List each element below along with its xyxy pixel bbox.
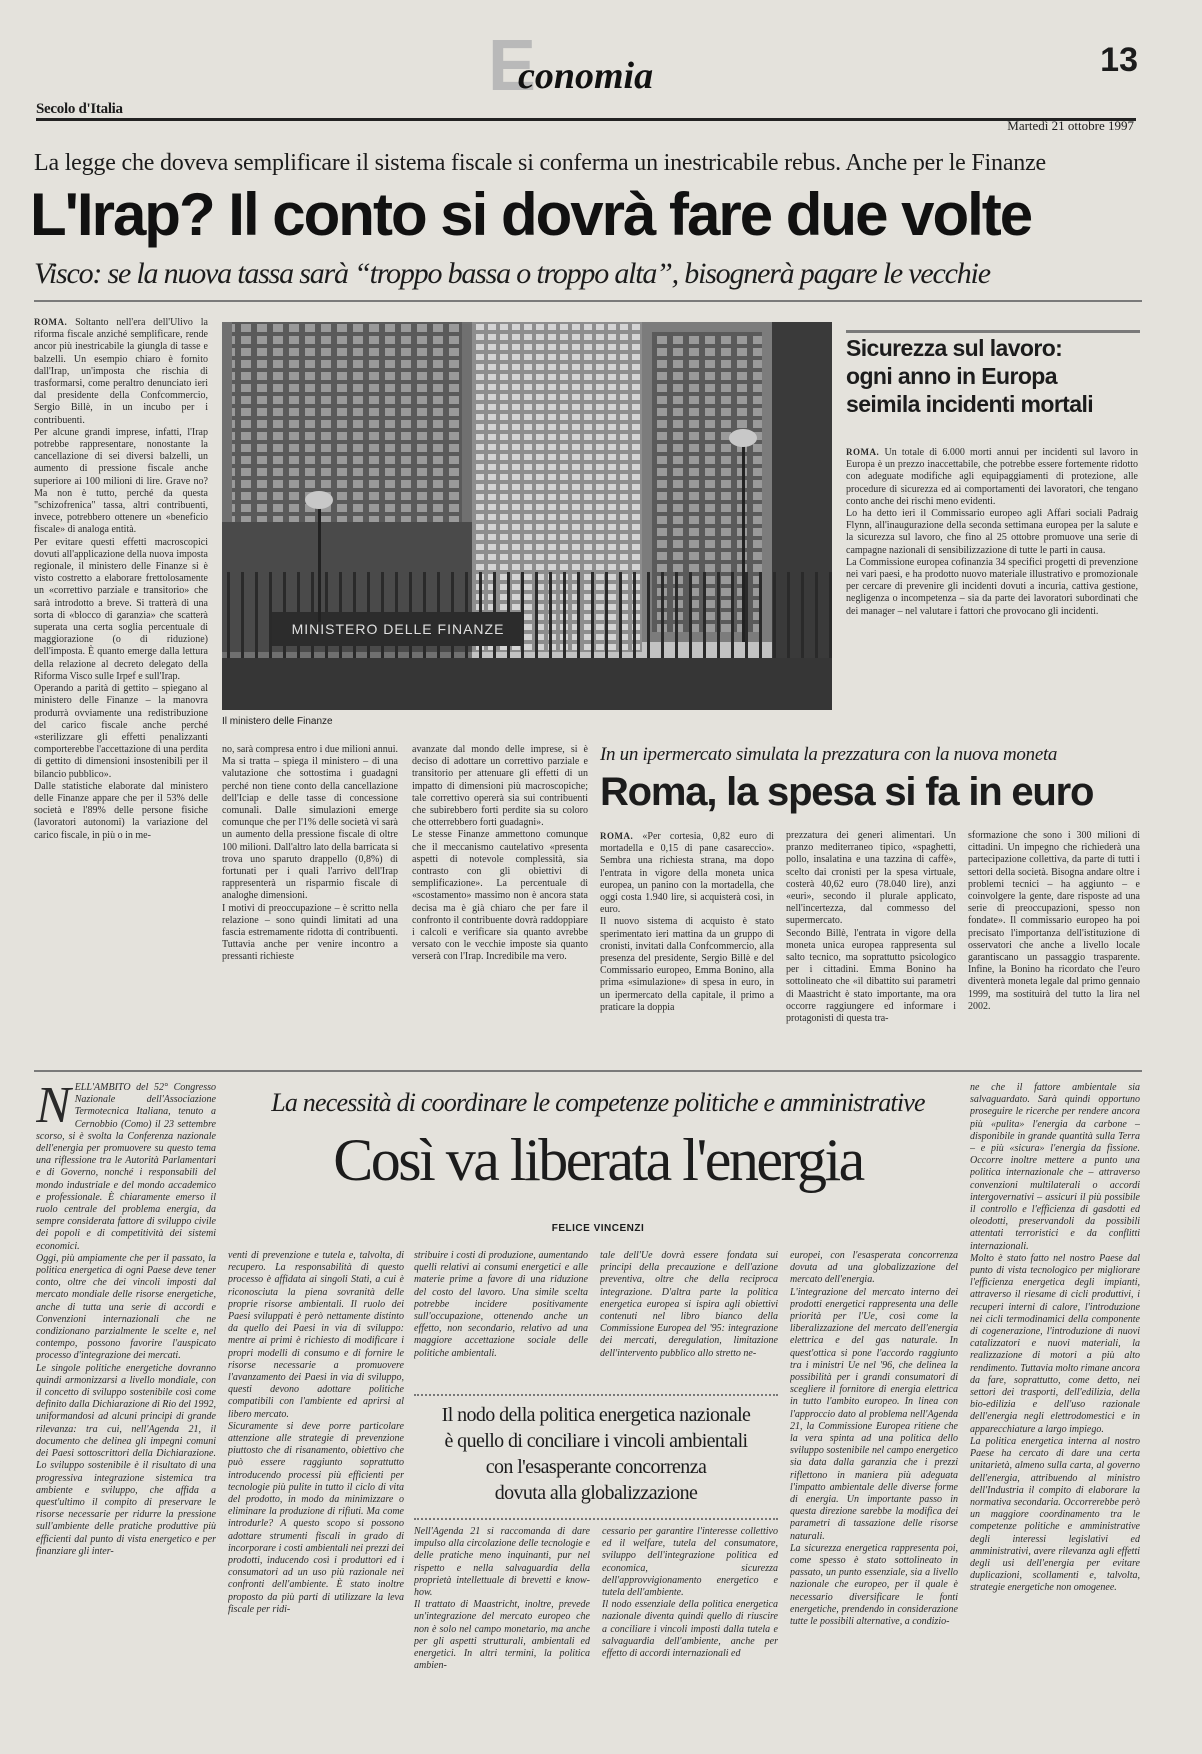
sidebar-headline [846, 334, 1146, 418]
euro-dateline: ROMA. [600, 831, 634, 841]
euro-column-1-text: «Per cortesia, 0,82 euro di mortadella e 0,15 di pane casareccio». Sembra una richiesta strana, ma dopo l'entrata in vigore della moneta unica europea, un panino con la mortadella, che oggi costa 1.940 lire, si acquisterà così, in euro. Il nuovo sistema di acquisto è stato sperimentato ieri mattina da un gruppo di cronisti, invitati dalla Confcommercio, alla presenza del presidente, Sergio Billè e del Commissario europeo, Emma Bonino, alla prima «simulazione» di spesa in euro, in un ipermercato della capitale, il primo a praticare la doppia [600, 831, 774, 1013]
ministry-sign: MINISTERO DELLE FINANZE [291, 621, 505, 637]
energy-box-column-2: cessario per garantire l'interesse collettivo ed il welfare, tutela del consumatore, sviluppo dell'integrazione politica ed economica, sicurezza dell'approvvigionamento energetico e tutela dell'ambiente. Il nodo essenziale della politica energetica nazionale diventa quindi quello di riuscire a conciliare i vincoli imposti dalla tutela e salvaguardia dell'ambiente, anche per effetto di accordi internazionali ed [602, 1526, 778, 1660]
sidebar-headline-line-3: seimila incidenti mortali [846, 391, 1094, 417]
energy-kicker: La necessità di coordinare le competenze politiche e amministrative [271, 1088, 925, 1117]
lead-subhead: Visco: se la nuova tassa sarà “troppo bassa o troppo alta”, bisognerà pagare le vecchie [34, 257, 990, 290]
pullquote-line-2: è quello di conciliare i vincoli ambientali [444, 1430, 748, 1452]
sidebar-rule [846, 330, 1140, 333]
lead-headline: L'Irap? Il conto si dovrà fare due volte [30, 181, 1032, 248]
energy-column-6: ne che il fattore ambientale sia salvaguardato. Sarà quindi opportuno proseguire le ricerche per rendere ancora più «pulita» l'energia da carbone – disponibile in grande quantità sulla Terra – e più «sicura» l'energia da fissione. Occorre inoltre mettere a punto una politica internazionale che – attraverso convenzioni multilaterali o accordi intergovernativi – assicuri il più possibile il controllo e l'efficienza di gasdotti ed oleodotti, preservandoli da possibili attentati terroristici e da conflitti internazionali. Molto è stato fatto nel nostro Paese dal punto di vista tecnologico per migliorare l'efficienza energetica degli impianti, attraverso il riesame di cicli produttivi, i recuperi interni di calore, l'introduzione nei cicli termodinamici della componente di cogenerazione, l'introduzione di nuovi catalizzatori e nuovi materiali, la realizzazione di motori a più alto rendimento. Tuttavia molto rimane ancora da fare, soprattutto, come detto, nei settori dei trasporti, dell'edilizia, della bio-edilizia e dell'uso razionale dell'energia negli elettrodomestici e in apparecchiature a largo impiego. La politica energetica interna al nostro Paese ha cercato di dare una certa unitarietà, almeno sulla carta, al governo dell'energia, attribuendo al ministro dell'Industria il compito di elaborare la normativa secondaria. Occorrerebbe però un maggiore coordinamento tra le competenze politiche e amministrative degli interessi legislativi ed amministrativi, avere rilevanza agli effetti degli usi dell'energia per evitare duplicazioni, scollamenti e, talvolta, strategie energetiche non omogenee. [970, 1082, 1140, 1594]
page-number: 13 [1100, 41, 1138, 79]
sidebar-headline-line-1: Sicurezza sul lavoro: [846, 335, 1063, 361]
section-initial: E [488, 26, 537, 106]
sidebar-dateline: ROMA. [846, 447, 880, 457]
section-title: conomia [518, 55, 654, 97]
lead-kicker: La legge che doveva semplificare il sistema fiscale si conferma un inestricabile rebus. Anche per le Finanze [34, 150, 1046, 176]
energy-box-column-1: Nell'Agenda 21 si raccomanda di dare impulso alla circolazione delle tecnologie e delle pratiche meno inquinanti, pur nel rispetto e nella salvaguardia della proprietà intellettuale di brevetti e know-how. Il trattato di Maastricht, inoltre, prevede un'integrazione del mercato europeo che non è solo nel campo monetario, ma anche per gli aspetti strutturali, ambientali ed energetici. In altri termini, la politica ambien- [414, 1526, 590, 1672]
energy-column-4: tale dell'Ue dovrà essere fondata sui principi della precauzione e dell'azione preventiva, oltre che della reciproca integrazione. D'altra parte la politica energetica europea si ispira agli obiettivi contenuti nel libro bianco della Commissione Europea del '95: integrazione dei mercati, deregulation, limitazione dell'intervento pubblico allo stretto ne- [600, 1250, 778, 1359]
euro-column-1 [600, 830, 774, 1062]
energy-column-2: venti di prevenzione e tutela e, talvolta, di recupero. La responsabilità di questo processo è affidata ai singoli Stati, a cui è riconosciuta la piena sovranità delle proprie risorse ambientali. Il ruolo dei Paesi sviluppati è però nettamente distinto da quello dei Paesi in via di sviluppo: mentre ai primi è richiesto di modificare i propri modelli di consumo e di fornire le risorse necessarie a promuovere l'avanzamento dei Paesi in via di sviluppo, questi devono adottare politiche compatibili con l'ambiente ed aprirsi al libero mercato. Sicuramente si deve porre particolare attenzione alle strategie di prevenzione piuttosto che di risanamento, obiettivo che può essere raggiunto soprattutto introducendo processi più efficienti per tecnologie più pulite in tutto il ciclo di vita del prodotto, in modo da minimizzare o eliminare la produzione di rifiuti. Ma come introdurle? A questo scopo si possono adottare strumenti fiscali in grado di incorporare i costi ambientali nei prezzi dei prodotti, inducendo così i produttori ed i consumatori ad un uso più razionale nei confronti dell'ambiente. È stato inoltre proposto da più parti di utilizzare la leva fiscale per ridi- [228, 1250, 404, 1615]
pullquote-top-rule [414, 1394, 778, 1396]
pullquote-line-3: con l'esasperante concorrenza [485, 1456, 707, 1478]
lead-column-1 [34, 316, 208, 1060]
photo-caption: Il ministero delle Finanze [222, 716, 333, 727]
ministry-building-image [222, 322, 832, 710]
pullquote-line-1: Il nodo della politica energetica nazionale [441, 1404, 751, 1426]
sidebar-headline-line-2: ogni anno in Europa [846, 363, 1057, 389]
lead-rule [34, 300, 1142, 302]
paper-name: Secolo d'Italia [36, 101, 123, 117]
euro-column-2: prezzatura dei generi alimentari. Un pranzo mediterraneo tipico, «spaghetti, pollo, insalatina e una tazzina di caffè», scelto dai cronisti per la spesa virtuale, costerà 40,62 euro (78.040 lire), anzi «euri», secondo il plurale applicato, nell'incertezza, dal commesso del supermercato. Secondo Billè, l'entrata in vigore della moneta unica europea rappresenta sul salto tecnico, ma soprattutto psicologico per i cittadini. Emma Bonino ha sottolineato che «il dibattito sui parametri di Maastricht è stato importante, ma ora occorre raggiungere ed informare i protagonisti di questa tra- [786, 830, 956, 1025]
energy-pullquote [414, 1402, 778, 1506]
euro-column-3: sformazione che sono i 300 milioni di cittadini. Un impegno che richiederà una partecipazione collettiva, da parte di tutti i settori della società. Bisogna andare oltre i problemi tecnici – ha aggiunto – e coinvolgere la gente, dare risposte ad una serie di preoccupazioni, spesso non fondate». Il commissario europeo ha poi precisato l'importanza dell'istituzione di osservatori che anche a livello locale garantiscano un passaggio trasparente. Infine, la Bonino ha ricordato che l'euro diventerà moneta legale dal primo gennaio 1999, ma sostituirà del tutto la lira nel 2002. [968, 830, 1140, 1012]
lead-column-3: avanzate dal mondo delle imprese, si è deciso di adottare un correttivo parziale e transitorio per attenuare gli effetti di un impatto di dimensioni più macroscopiche; tale correttivo opererà sia sui contribuenti che subirebbero forti perdite sia su coloro che otterrebbero forti guadagni». Le stesse Finanze ammettono comunque che il meccanismo cautelativo «presenta aspetti di notevole complessità, sia contrasto con gli obiettivi di semplificazione». La percentuale di «scostamento» massimo non è ancora stata decisa ma è già chiaro che per fare il confronto il contribuente dovrà raddoppiare i calcoli e verificare sia quanto avrebbe versato con le vecchie imposte sia quanto verserà con l'Irap. Incredibile ma vero. [412, 744, 588, 963]
energy-byline: FELICE VINCENZI [551, 1223, 645, 1234]
energy-drop-cap: N [36, 1082, 71, 1134]
pullquote-line-4: dovuta alla globalizzazione [494, 1482, 698, 1504]
euro-headline: Roma, la spesa si fa in euro [600, 770, 1094, 814]
sidebar-body-text: Un totale di 6.000 morti annui per incidenti sul lavoro in Europa è un prezzo inaccettabile, che potrebbe essere fortemente ridotto con adeguate modifiche agli equipaggiamenti di protezione, alle procedure di sicurezza ed ai comportamenti dei lavoratori, che tengano conto anche dei rischi meno evidenti. Lo ha detto ieri il Commissario europeo agli Affari sociali Padraig Flynn, all'inaugurazione della seconda settimana europea per la salute e la sicurezza sul lavoro, che fino al 25 ottobre promuove una serie di campagne nazionali di sensibilizzazione di tutte le parti in causa. La Commissione europea cofinanzia 34 specifici progetti di prevenzione nei vari paesi, e ha prodotto nuovo materiale illustrativo e promozionale per cercare di prevenire gli incidenti dovuti a incuria, cattiva gestione, negligenza o incompetenza – sia da parte dei lavoratori subordinati che dei manager – nel valutare i fattori che provocano gli incidenti. [846, 447, 1138, 617]
energy-column-1 [36, 1082, 216, 1732]
lead-column-1-text: Soltanto nell'era dell'Ulivo la riforma fiscale anziché semplificare, rende ancor più inestricabile la giungla di tasse e balzelli. Un esempio chiaro è fornito dall'Irap, un'imposta che rischia di trasformarsi, come peraltro denunciato ieri dal presidente della Confcommercio, Sergio Billè, in un incubo per i contribuenti. Per alcune grandi imprese, infatti, l'Irap potrebbe rappresentare, nonostante la cancellazione di sei diversi balzelli, un aumento di pressione fiscale anche superiore ai 100 milioni di lire. Grave no? Ma non è tutto, perché da questa "schizofrenica" tassa, altri contribuenti, invece, potrebbero ottenere un «beneficio fiscale» di analoga entità. Per evitare questi effetti macroscopici dovuti all'applicazione della nuova imposta regionale, il ministero delle Finanze si è visto costretto a elaborare frettolosamente un «correttivo parziale e transitorio» che sarà introdotto a breve. Si tratterà di una sorta di «blocco di garanzia» che scatterà superata una certa soglia percentuale di maggiorazione (o di riduzione) dell'imposta. È quanto emerge dalla lettura della relazione al decreto delegato della Riforma Visco sulle Irpef e sull'Irap. Operando a parità di gettito – spiegano al ministero delle Finanze – la manovra produrrà ovviamente una redistribuzione del carico fiscale anche perché «sterilizzare gli effetti penalizzanti comporterebbe l'accettazione di una perdita di gettito di dimensioni insostenibili per il bilancio pubblico». Dalle statistiche elaborate dal ministero delle Finanze appare che per il 53% delle società e l'89% delle persone fisiche (lavoratori autonomi) la variazione del carico fiscale, in più o in me- [34, 317, 208, 841]
lead-dateline: ROMA. [34, 317, 68, 327]
ministry-photo [222, 322, 832, 710]
pullquote-bottom-rule [414, 1518, 778, 1520]
energy-column-1-text: ELL'AMBITO del 52° Congresso Nazionale dell'Associazione Termotecnica Italiana, tenuto a Cernobbio (Como) il 23 settembre scorso, si è svolta la Conferenza nazionale dell'energia per promuovere su questo tema una riflessione tra le Autorità Parlamentari e di Governo, nonché i responsabili del mondo industriale e del mondo accademico e professionale. È chiaramente emerso il ruolo centrale del problema energia, da sempre considerata fattore di sviluppo civile dei popoli e di competitività dei sistemi economici. Oggi, più ampiamente che per il passato, la politica energetica di ogni Paese deve tener conto, oltre che dei vincoli imposti dal mercato mondiale delle risorse energetiche, anche di tutta una serie di accordi e Convenzioni internazionali che ne condizionano parzialmente le scelte e, nel contempo, possono favorire l'auspicato processo d'integrazione dei mercati. Le singole politiche energetiche dovranno quindi armonizzarsi a livello mondiale, con il concetto di sviluppo sostenibile così come definito dalla Dichiarazione di Rio del 1992, uniformandosi ad alcuni principi di grande rilevanza: tra cui, nell'Agenda 21, il documento che delinea gli impegni comuni dei Paesi sottoscrittori della Dichiarazione. Lo sviluppo sostenibile è il risultato di una progressiva integrazione sistemica tra ambiente e sviluppo, che affida a quest'ultimo il compito di preservare le risorse necessarie per ridurre la pressione sull'ambiente delle pratiche produttive più efficienti dal punto di vista energetico e per finanziare gli inter- [36, 1082, 216, 1557]
energy-column-3: stribuire i costi di produzione, aumentando quelli relativi ai consumi energetici e alle materie prime a favore di una riduzione del costo del lavoro. Una simile scelta potrebbe incidere positivamente sull'occupazione, ottenendo anche un effetto, non secondario, relativo ad una maggiore accettazione sociale delle politiche ambientali. [414, 1250, 588, 1359]
issue-date: Martedì 21 ottobre 1997 [1007, 118, 1134, 133]
euro-kicker: In un ipermercato simulata la prezzatura con la nuova moneta [600, 744, 1058, 765]
lead-column-2: no, sarà compresa entro i due milioni annui. Ma si tratta – spiega il ministero – di una valutazione che sottostima i guadagni perché non tiene conto della cancellazione dell'Iciap e delle tasse di concessione comunali. Dalle simulazioni emerge comunque che per l'1% delle società vi sarà un aumento della pressione fiscale di oltre 100 milioni. Dall'altro lato della barricata si trova uno sparuto drappello (0,8%) di fortunati per i quali l'arrivo dell'Irap rappresenterà un risparmio fiscale di analoghe dimensioni. I motivi di preoccupazione – è scritto nella relazione – sono quindi limitati ad una fascia estremamente ridotta di contribuenti. Tuttavia anche per venire incontro a pressanti richieste [222, 744, 398, 963]
section-masthead [488, 26, 728, 106]
section-divider [34, 1070, 1142, 1072]
sidebar-body [846, 446, 1138, 708]
energy-column-5: europei, con l'esasperata concorrenza dovuta ad una globalizzazione del mercato dell'energia. L'integrazione del mercato interno dei prodotti energetici rappresenta una delle priorità per l'Ue, così come la liberalizzazione del mercato dell'energia elettrica e del gas naturale. In quest'ottica si pone l'accordo raggiunto tra i ministri Ue nel '96, che delinea la possibilità per i grandi consumatori di scegliere il fornitore di energia elettrica in tutto l'ambito europeo. In linea con l'approccio dato al problema nell'Agenda 21, la Commissione Europea ritiene che la vera spinta ad una politica dello sviluppo sostenibile nel campo energetico sia data dalla garanzia che i prezzi riflettono in maniera più adeguata l'impatto ambientale delle diverse forme di energia. Un importante passo in questa direzione sarebbe la modifica dei parametri di tassazione delle risorse naturali. La sicurezza energetica rappresenta poi, come spesso è stato sottolineato in passato, un punto essenziale, sia a livello nazionale che europeo, per il quale è necessario diversificare le fonti energetiche, prendendo in considerazione tutte le possibili alternative, a condizio- [790, 1250, 958, 1628]
energy-headline: Così va liberata l'energia [333, 1127, 863, 1193]
